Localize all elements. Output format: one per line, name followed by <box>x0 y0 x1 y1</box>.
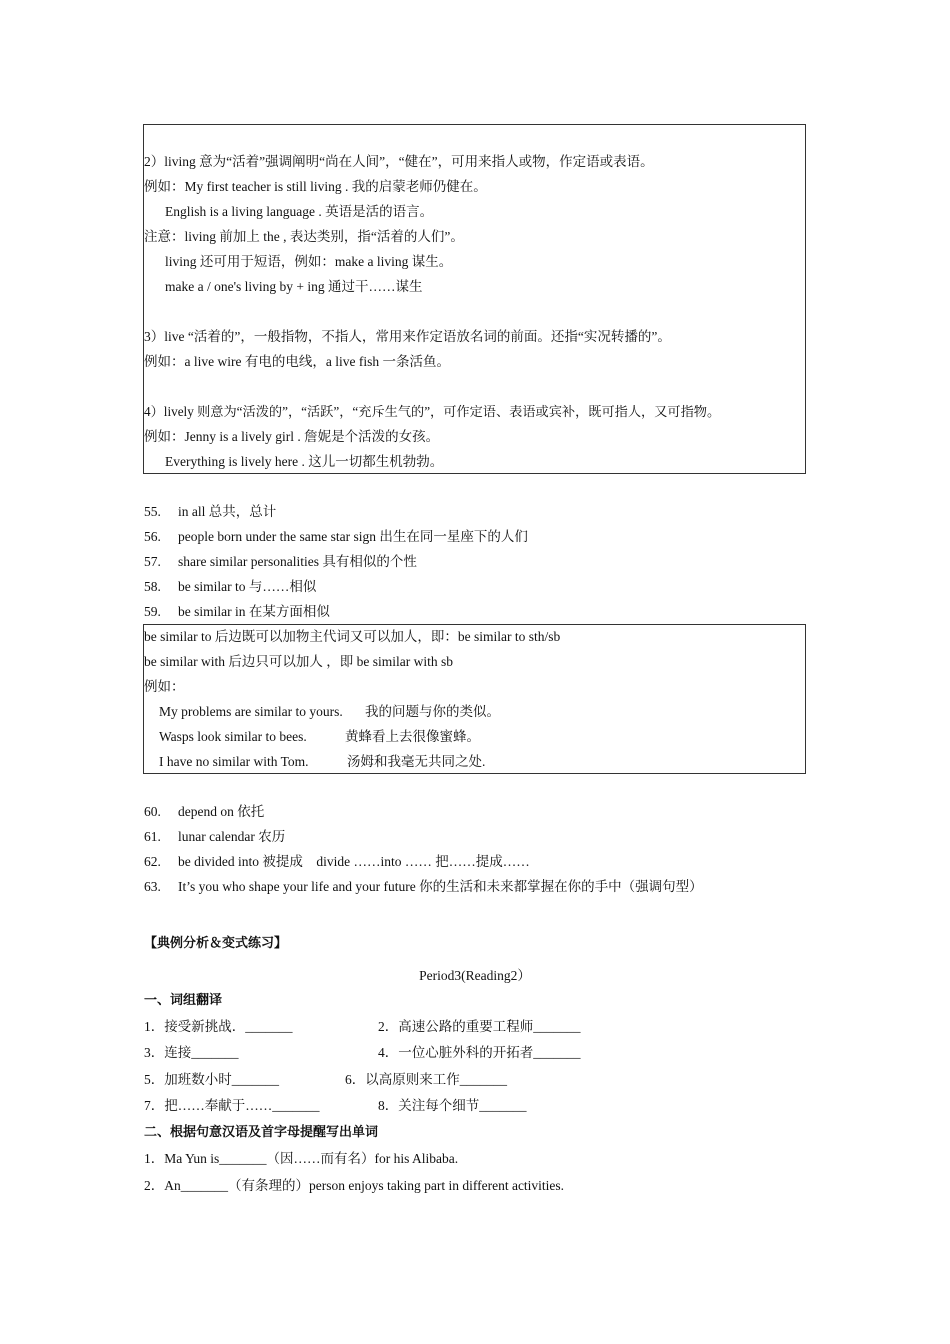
list-item <box>144 803 264 821</box>
item-number: 57. <box>144 554 161 569</box>
exercise-item: 5．加班数小时_______ <box>144 1072 279 1087</box>
exercise-item: 1．Ma Yun is_______（因……而有名）for his Alibaba. <box>144 1151 459 1166</box>
item-text: in all 总共，总计 <box>178 504 277 519</box>
box2-line-3: 例如： <box>144 679 185 694</box>
item-text: It’s you who shape your life and your future 你的生活和未来都掌握在你的手中（强调句型） <box>178 879 703 894</box>
item-text: be similar to 与……相似 <box>178 579 317 594</box>
exercise-item: 2．高速公路的重要工程师_______ <box>378 1019 581 1034</box>
box2-line-2: be similar with 后边只可以加人 ，即 be similar with sb <box>144 654 453 669</box>
list-item <box>144 603 330 621</box>
exercise-item: 6．以高原则来工作_______ <box>345 1072 507 1087</box>
box1-line-4: 注意：living 前加上 the , 表达类别，指“活着的人们”。 <box>144 229 464 244</box>
list-item <box>144 828 285 846</box>
item-text: people born under the same star sign 出生在同一星座下的人们 <box>178 529 528 544</box>
exercise-item: 3．连接_______ <box>144 1045 239 1060</box>
box2-example-2-en: Wasps look similar to bees. <box>159 729 307 744</box>
section-title: 【典例分析＆变式练习】 <box>144 936 288 951</box>
box1-line-8: 例如：a live wire 有电的电线，a live fish 一条活鱼。 <box>144 354 450 369</box>
part1-heading: 一、词组翻译 <box>144 993 223 1008</box>
item-number: 62. <box>144 854 161 869</box>
item-number: 58. <box>144 579 161 594</box>
item-text: be similar in 在某方面相似 <box>178 604 330 619</box>
exercise-item: 1．接受新挑战．_______ <box>144 1019 293 1034</box>
box2-example-1-en: My problems are similar to yours. <box>159 704 343 719</box>
item-number: 63. <box>144 879 161 894</box>
box2-example-2-zh: 黄蜂看上去很像蜜蜂。 <box>345 729 480 744</box>
box1-line-9: 4）lively 则意为“活泼的”，“活跃”，“充斥生气的”，可作定语、表语或宾补，既可指人，又可指物。 <box>144 404 721 419</box>
exercise-item: 2．An_______（有条理的）person enjoys taking part in different activities. <box>144 1178 565 1193</box>
box1-line-2: 例如：My first teacher is still living . 我的启蒙老师仍健在。 <box>144 179 487 194</box>
item-number: 55. <box>144 504 161 519</box>
item-number: 56. <box>144 529 161 544</box>
item-text: depend on 依托 <box>178 804 265 819</box>
note-box-similar <box>143 624 806 774</box>
exercise-item: 8．关注每个细节_______ <box>378 1098 527 1113</box>
item-text: lunar calendar 农历 <box>178 829 286 844</box>
period-title: Period3(Reading2） <box>419 968 531 983</box>
list-item <box>144 578 316 596</box>
list-item <box>144 878 703 896</box>
exercise-item: 4．一位心脏外科的开拓者_______ <box>378 1045 581 1060</box>
box1-line-11: Everything is lively here . 这儿一切都生机勃勃。 <box>165 454 444 469</box>
item-text: share similar personalities 具有相似的个性 <box>178 554 417 569</box>
box1-line-6: make a / one's living by + ing 通过干……谋生 <box>165 279 423 294</box>
box1-line-7: 3）live “活着的”，一般指物，不指人，常用来作定语放名词的前面。还指“实况转播的”。 <box>144 329 671 344</box>
part2-heading: 二、根据句意汉语及首字母提醒写出单词 <box>144 1125 379 1140</box>
list-item <box>144 528 528 546</box>
item-number: 61. <box>144 829 161 844</box>
item-text: be divided into 被提成 divide ……into …… 把……提成…… <box>178 854 530 869</box>
box2-example-3-zh: 汤姆和我毫无共同之处. <box>347 754 486 769</box>
list-item <box>144 503 276 521</box>
item-number: 59. <box>144 604 161 619</box>
box2-example-3-en: I have no similar with Tom. <box>159 754 309 769</box>
box1-line-10: 例如：Jenny is a lively girl . 詹妮是个活泼的女孩。 <box>144 429 440 444</box>
item-number: 60. <box>144 804 161 819</box>
box2-line-1: be similar to 后边既可以加物主代词又可以加人，即：be similar to sth/sb <box>144 629 561 644</box>
box2-example-1-zh: 我的问题与你的类似。 <box>365 704 500 719</box>
list-item <box>144 853 530 871</box>
note-box-living <box>143 124 806 474</box>
exercise-item: 7．把……奉献于……_______ <box>144 1098 320 1113</box>
box1-line-1: 2）living 意为“活着”强调阐明“尚在人间”，“健在”，可用来指人或物，作定语或表语。 <box>144 154 654 169</box>
box1-line-3: English is a living language . 英语是活的语言。 <box>165 204 434 219</box>
box1-line-5: living 还可用于短语，例如：make a living 谋生。 <box>165 254 453 269</box>
list-item <box>144 553 417 571</box>
